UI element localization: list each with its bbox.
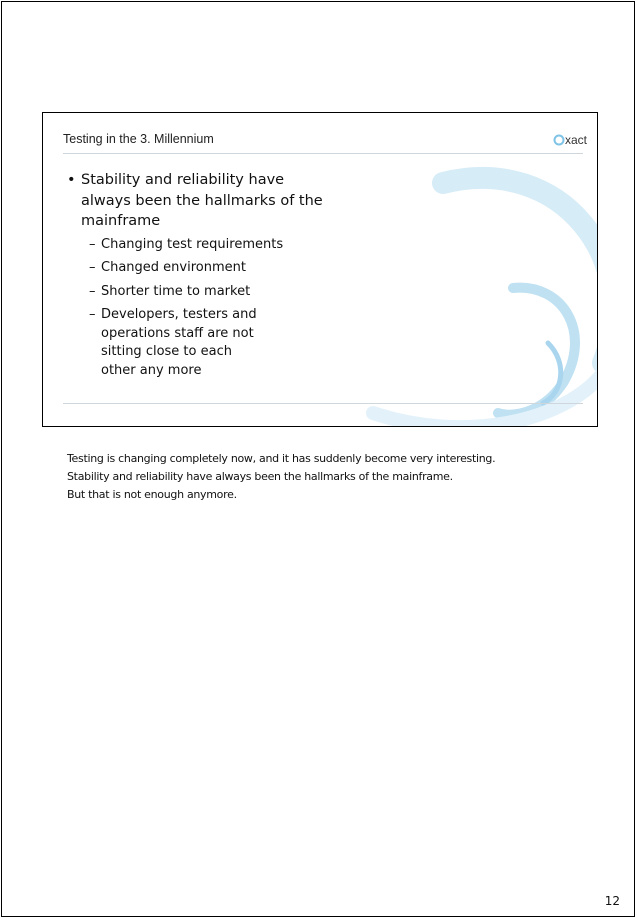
logo-circle-icon <box>553 134 565 146</box>
notes-line: Stability and reliability have always been the hallmarks of the mainframe. <box>67 470 453 483</box>
sub-bullet <box>89 259 327 278</box>
title-divider <box>63 153 583 154</box>
notes-line: Testing is changing completely now, and it has suddenly become very interesting. <box>67 452 496 465</box>
dash-icon: – <box>89 307 96 322</box>
sub-bullet <box>89 236 327 255</box>
page-number: 12 <box>604 894 620 908</box>
speaker-notes <box>67 450 567 504</box>
sub-bullet-list <box>89 236 327 381</box>
notes-line: But that is not enough anymore. <box>67 488 237 501</box>
logo-text: xact <box>564 133 587 147</box>
sub-bullet <box>89 306 259 380</box>
slide-bullets <box>67 170 327 385</box>
main-bullet <box>67 170 327 232</box>
sub-bullet-text: Shorter time to market <box>101 283 251 299</box>
footer-divider <box>63 403 583 404</box>
bullet-dot-icon: • <box>67 172 76 188</box>
dash-icon: – <box>89 236 96 252</box>
main-bullet-text: Stability and reliability have always been the hallmarks of the mainframe <box>81 172 323 229</box>
company-logo <box>553 133 587 147</box>
slide-title: Testing in the 3. Millennium <box>63 132 214 146</box>
dash-icon: – <box>89 260 96 275</box>
sub-bullet-text: Changed environment <box>101 260 246 275</box>
sub-bullet <box>89 283 327 302</box>
slide-thumbnail <box>42 112 598 427</box>
sub-bullet-text: Developers, testers and operations staff are not sitting close to each other any more <box>101 307 257 378</box>
dash-icon: – <box>89 283 96 299</box>
sub-bullet-text: Changing test requirements <box>101 236 284 252</box>
